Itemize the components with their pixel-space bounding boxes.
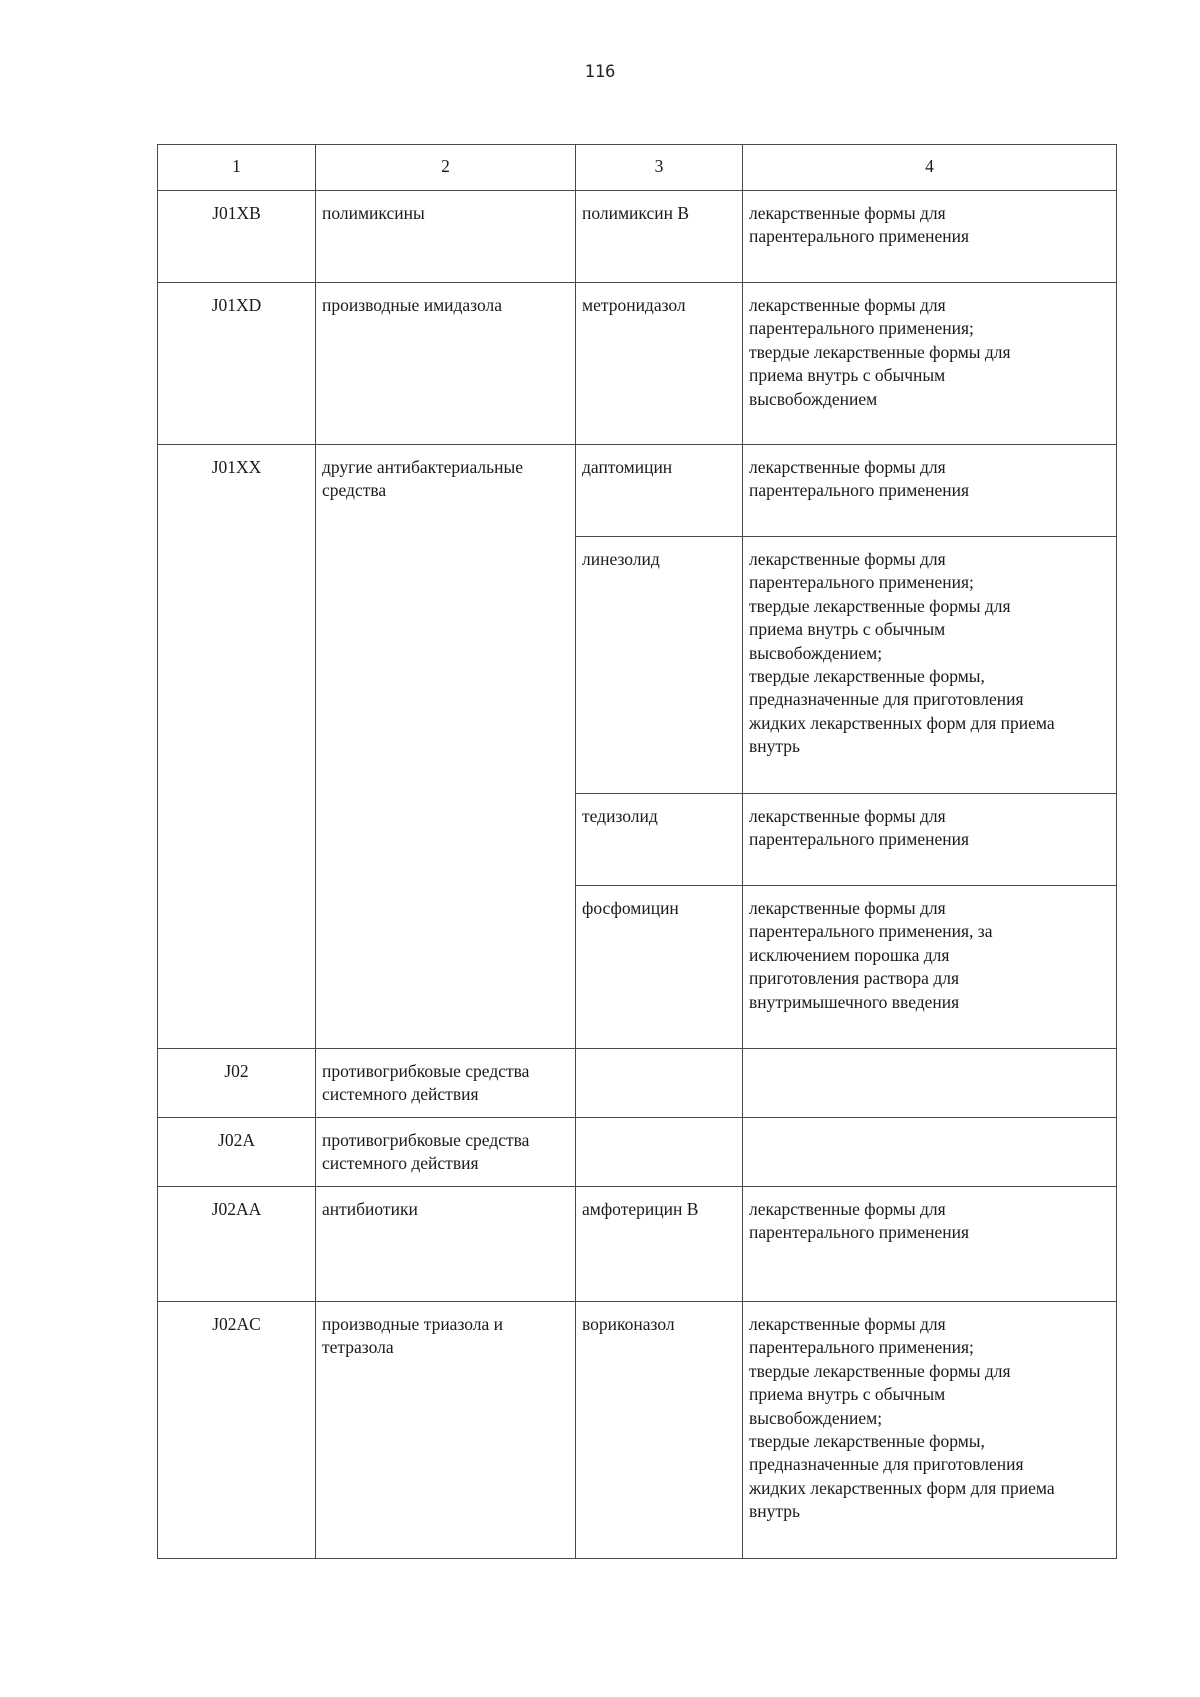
drug-name: полимиксин В	[576, 191, 743, 283]
table-row	[158, 445, 1117, 537]
dosage-forms: лекарственные формы для парентерального применения; твердые лекарственные формы для приема внутрь с обычным высвобождением	[743, 283, 1117, 445]
atc-code: J02A	[158, 1118, 316, 1187]
table-row	[158, 1302, 1117, 1559]
dosage-forms: лекарственные формы для парентерального применения; твердые лекарственные формы для приема внутрь с обычным высвобождением; твердые лекарственные формы, предназначенные для приготовления жидких лекарственных форм для приема внутрь	[743, 537, 1117, 794]
group-name: полимиксины	[316, 191, 576, 283]
atc-code: J02AC	[158, 1302, 316, 1559]
drug-name: линезолид	[576, 537, 743, 794]
dosage-forms	[743, 1049, 1117, 1118]
drug-name: тедизолид	[576, 794, 743, 886]
column-header-4: 4	[743, 145, 1117, 191]
table-row	[158, 1187, 1117, 1302]
page-number: 116	[584, 62, 616, 82]
atc-code: J01XD	[158, 283, 316, 445]
dosage-forms: лекарственные формы для парентерального применения	[743, 191, 1117, 283]
dosage-forms	[743, 1118, 1117, 1187]
drug-name: метронидазол	[576, 283, 743, 445]
drug-name: фосфомицин	[576, 886, 743, 1049]
dosage-forms: лекарственные формы для парентерального применения	[743, 445, 1117, 537]
drug-name: вориконазол	[576, 1302, 743, 1559]
atc-code: J02AA	[158, 1187, 316, 1302]
drug-name	[576, 1049, 743, 1118]
column-header-1: 1	[158, 145, 316, 191]
dosage-forms: лекарственные формы для парентерального применения; твердые лекарственные формы для приема внутрь с обычным высвобождением; твердые лекарственные формы, предназначенные для приготовления жидких лекарственных форм для приема внутрь	[743, 1302, 1117, 1559]
group-name: другие антибактериальные средства	[316, 445, 576, 1049]
dosage-forms: лекарственные формы для парентерального применения	[743, 1187, 1117, 1302]
group-name: производные триазола и тетразола	[316, 1302, 576, 1559]
group-name: противогрибковые средства системного действия	[316, 1049, 576, 1118]
drug-table	[157, 144, 1117, 1559]
table-row	[158, 283, 1117, 445]
group-name: противогрибковые средства системного действия	[316, 1118, 576, 1187]
table-row	[158, 1049, 1117, 1118]
dosage-forms: лекарственные формы для парентерального применения, за исключением порошка для приготовления раствора для внутримышечного введения	[743, 886, 1117, 1049]
table-row	[158, 1118, 1117, 1187]
column-header-3: 3	[576, 145, 743, 191]
atc-code: J01XX	[158, 445, 316, 1049]
column-header-2: 2	[316, 145, 576, 191]
drug-name	[576, 1118, 743, 1187]
group-name: антибиотики	[316, 1187, 576, 1302]
table-header-row	[158, 145, 1117, 191]
atc-code: J02	[158, 1049, 316, 1118]
atc-code: J01XB	[158, 191, 316, 283]
table-row	[158, 191, 1117, 283]
dosage-forms: лекарственные формы для парентерального применения	[743, 794, 1117, 886]
drug-name: даптомицин	[576, 445, 743, 537]
drug-name: амфотерицин В	[576, 1187, 743, 1302]
group-name: производные имидазола	[316, 283, 576, 445]
